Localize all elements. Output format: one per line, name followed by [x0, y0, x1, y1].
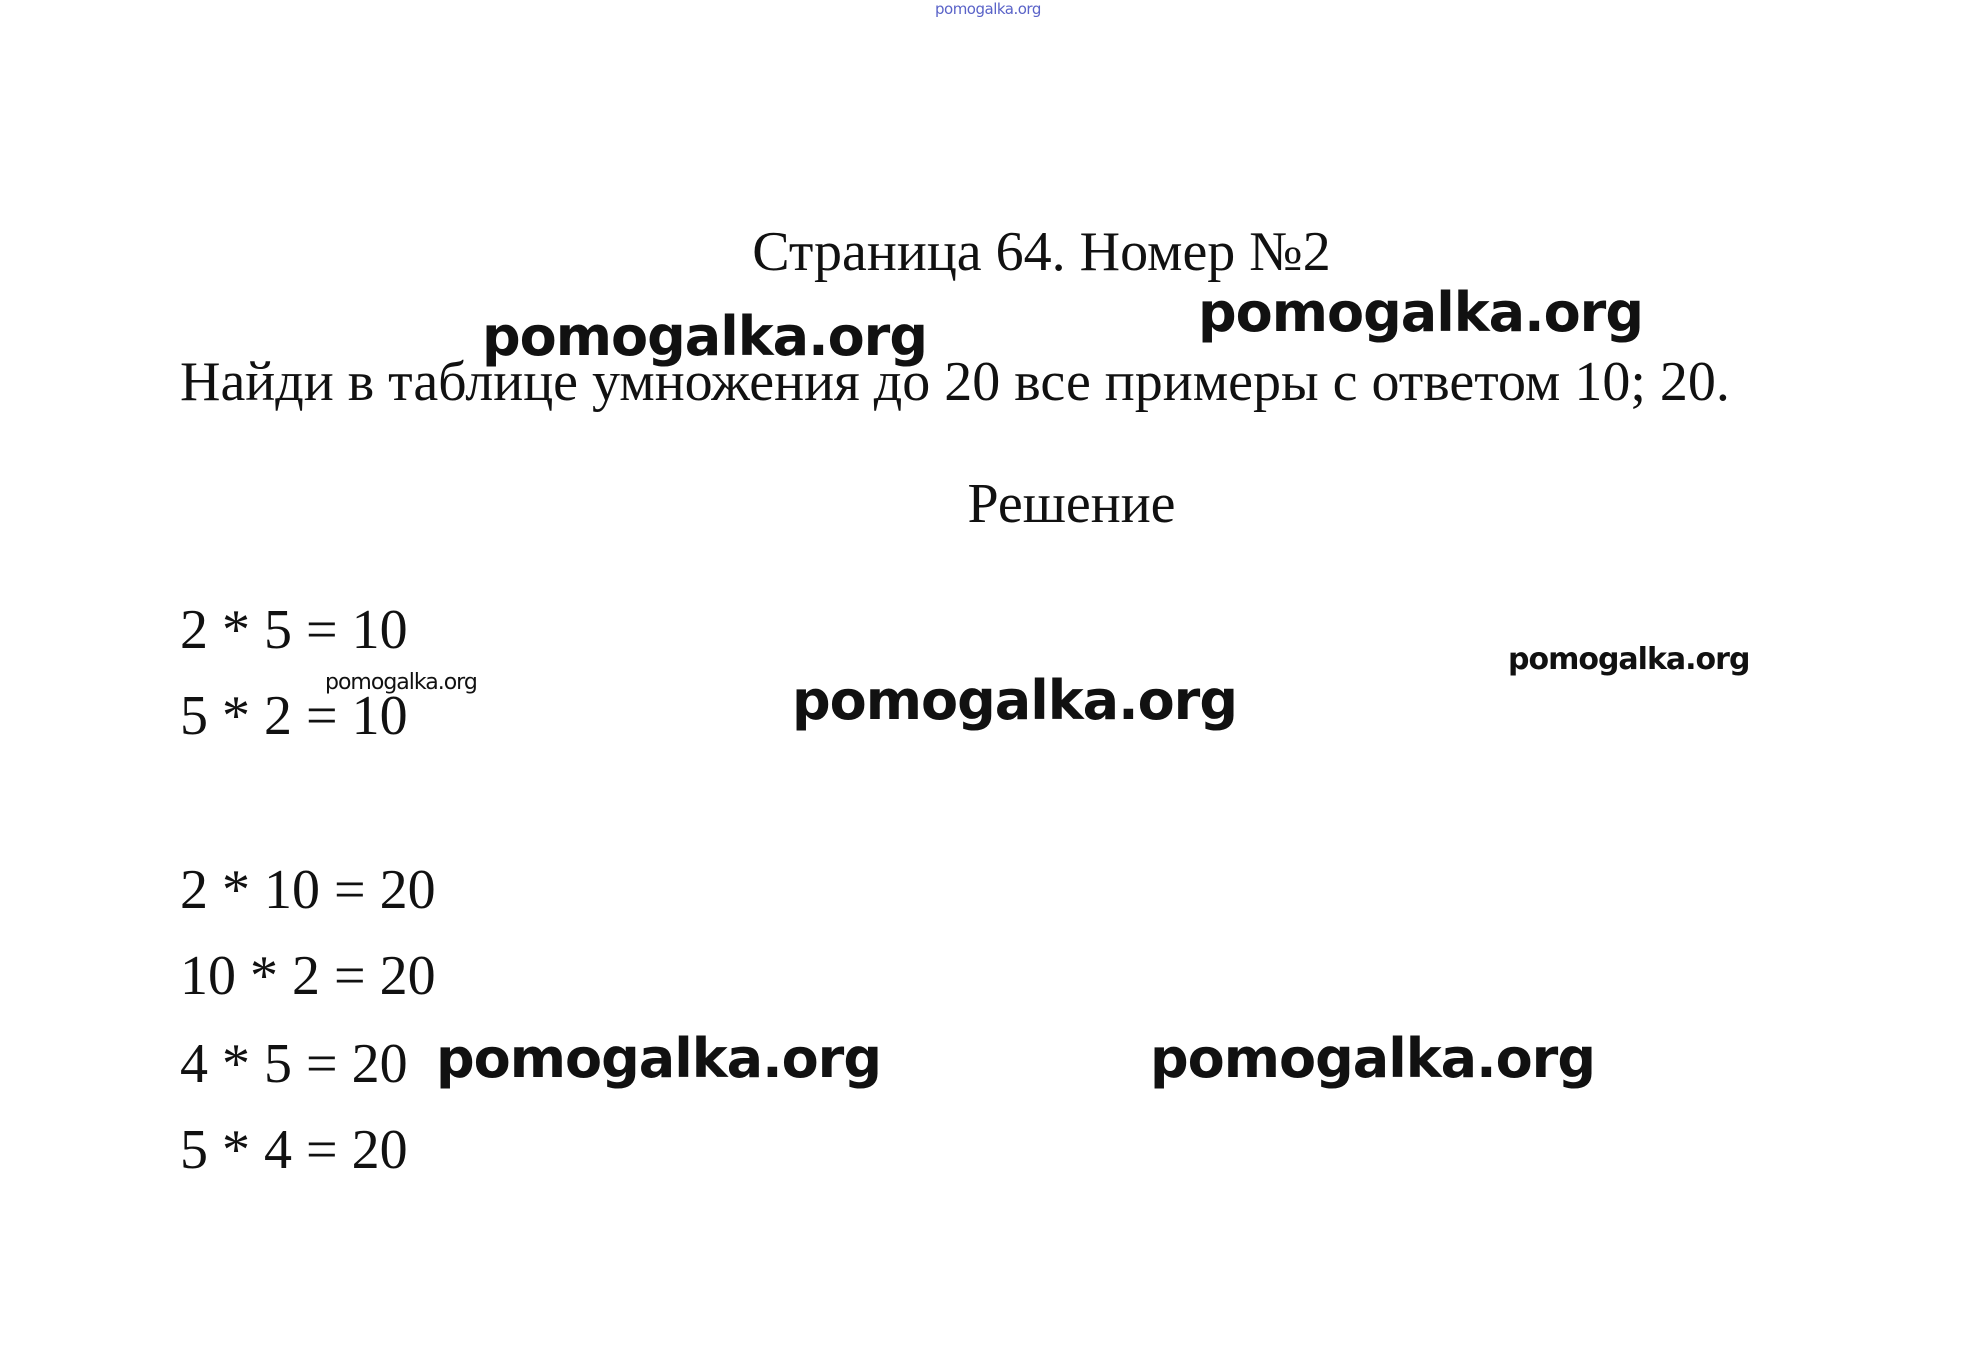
equation-line: 5 * 4 = 20 [180, 1119, 408, 1181]
equation-line: 5 * 2 = 10 [180, 685, 408, 747]
watermark: pomogalka.org [792, 669, 1237, 732]
top-watermark: pomogalka.org [935, 0, 1041, 18]
equation-line: 2 * 10 = 20 [180, 859, 436, 921]
watermark: pomogalka.org [436, 1027, 881, 1090]
equation-line: 4 * 5 = 20 [180, 1033, 408, 1095]
page-title: Страница 64. Номер №2 [752, 221, 1331, 283]
task-text: Найди в таблице умножения до 20 все примеры с ответом 10; 20. [180, 351, 1730, 413]
equation-line: 2 * 5 = 10 [180, 599, 408, 661]
watermark: pomogalka.org [482, 305, 927, 368]
solution-heading: Решение [967, 473, 1176, 535]
watermark: pomogalka.org [1150, 1027, 1595, 1090]
equation-line: 10 * 2 = 20 [180, 945, 436, 1007]
watermark: pomogalka.org [1508, 642, 1750, 677]
watermark: pomogalka.org [325, 670, 477, 695]
watermark: pomogalka.org [1198, 281, 1643, 344]
